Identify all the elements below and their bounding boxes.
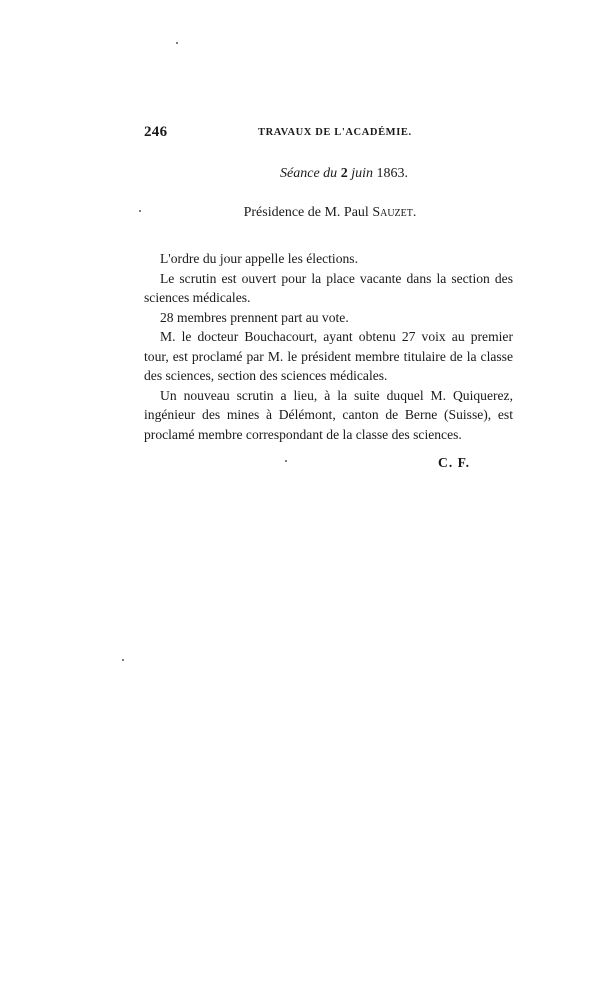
paragraph-quiquerez: Un nouveau scrutin a lieu, à la suite duquel M. Quiquerez, ingénieur des mines à Délémont, canton de Berne (Suisse), est proclamé membre correspondant de la classe des sciences. <box>144 387 513 442</box>
session-heading <box>0 166 600 182</box>
paragraph-voters: 28 membres prennent part au vote. <box>160 309 349 325</box>
session-year: 1863. <box>376 166 408 181</box>
presidency-line <box>0 205 600 221</box>
paragraph-agenda: L'ordre du jour appelle les élections. <box>160 251 358 266</box>
paper-speck <box>176 42 178 44</box>
minutes-body <box>144 249 513 444</box>
running-head <box>144 124 516 144</box>
running-title: TRAVAUX DE L'ACADÉMIE. <box>258 127 412 138</box>
paper-speck <box>285 460 287 462</box>
paragraph-ballot-opened: Le scrutin est ouvert pour la place vacante dans la section des sciences médicales. <box>144 270 513 305</box>
paper-speck <box>139 210 141 212</box>
session-day: 2 <box>340 166 348 181</box>
president-name: Sauzet. <box>372 205 417 220</box>
session-month: juin <box>347 166 377 181</box>
paragraph-bouchacourt: M. le docteur Bouchacourt, ayant obtenu 27 voix au premier tour, est proclamé par M. le président membre titulaire de la classe des sciences, section des sciences médicales. <box>144 329 513 383</box>
session-prefix: Séance du <box>280 166 341 181</box>
paper-speck <box>122 659 124 661</box>
signature-initials: C. F. <box>438 455 471 470</box>
presidency-prefix: Présidence de M. Paul <box>243 205 373 220</box>
page-number: 246 <box>144 124 168 140</box>
